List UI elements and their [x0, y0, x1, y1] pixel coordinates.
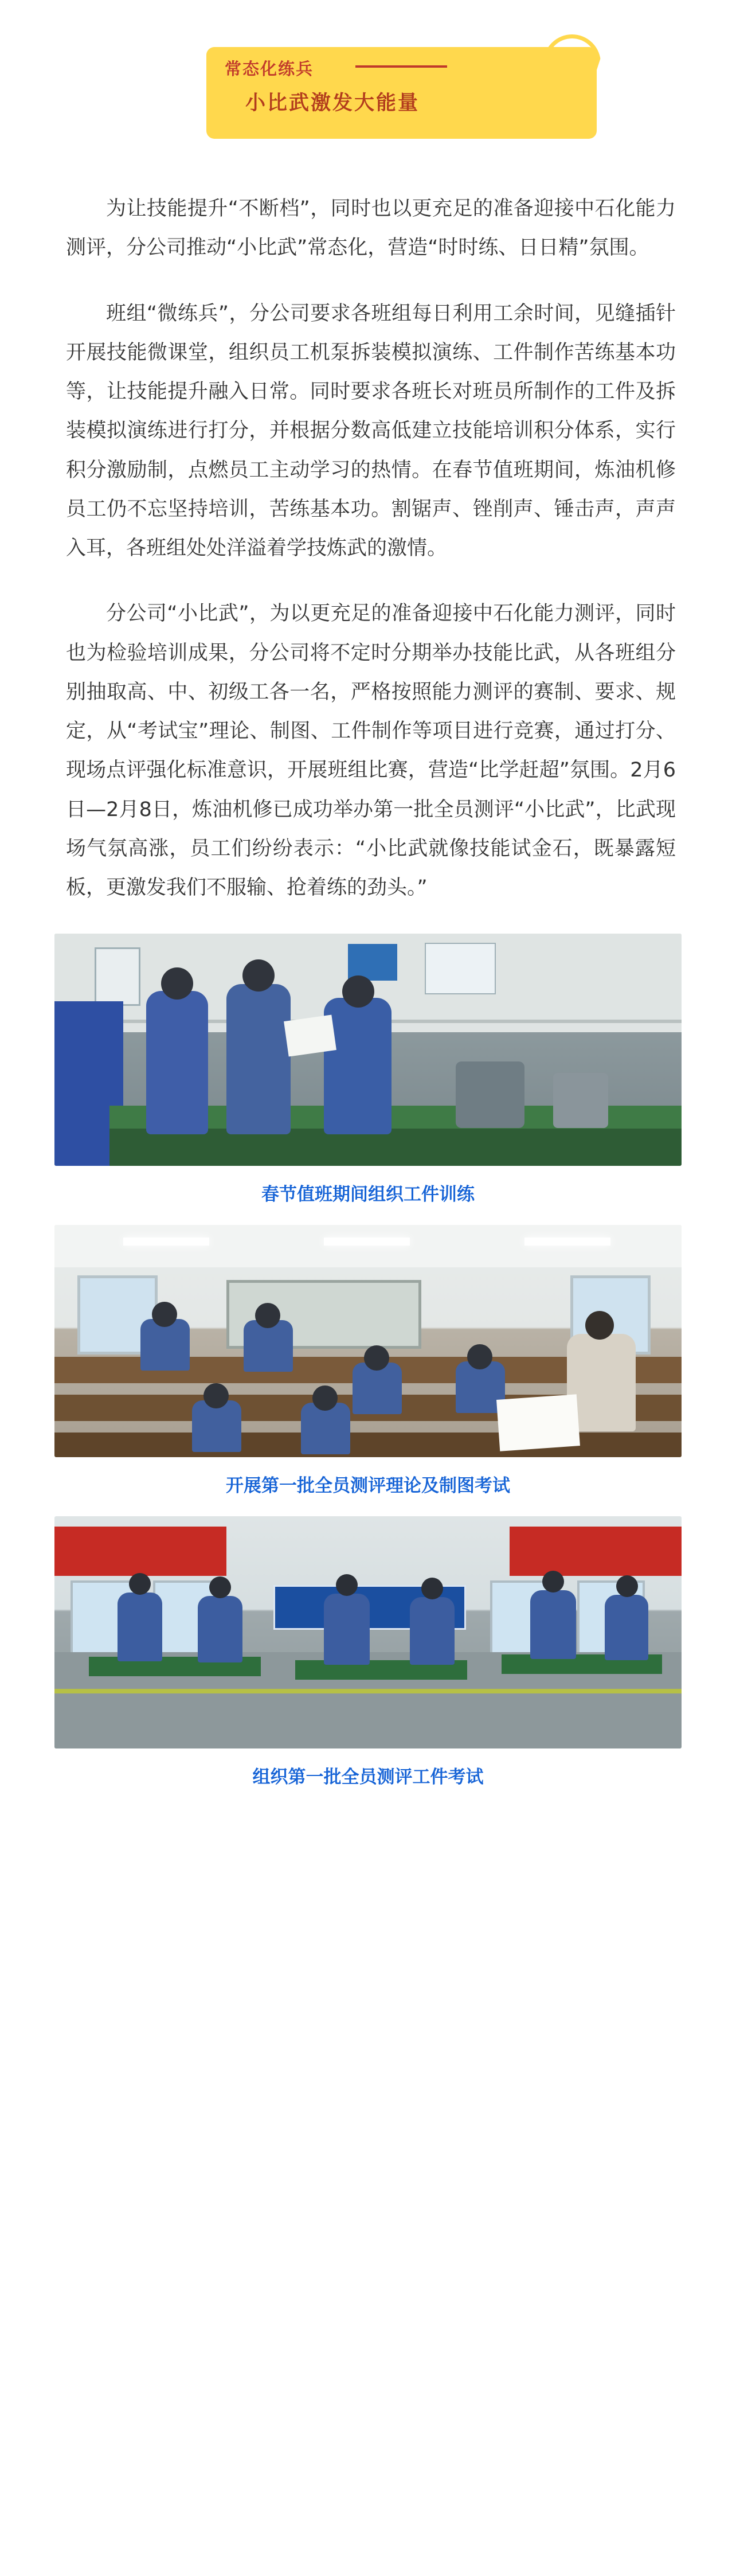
photo1-machine-1	[456, 1061, 524, 1128]
banner-divider-rule	[355, 65, 447, 68]
photo1-poster-white	[425, 943, 496, 994]
photo2-desk-row-3	[54, 1433, 682, 1457]
photo3-head-1	[129, 1573, 151, 1595]
photo2-head-2	[255, 1303, 280, 1328]
figure-1-caption: 春节值班期间组织工件训练	[261, 1184, 475, 1205]
figure-2	[54, 1225, 682, 1497]
banner-title-line2: 小比武激发大能量	[245, 92, 420, 114]
photo3-red-banner-right	[510, 1527, 682, 1576]
paragraph-2: 班组“微练兵”，分公司要求各班组每日利用工余时间，见缝插针开展技能微课堂，组织员工机泵拆装模拟演练、工件制作苦练基本功等，让技能提升融入日常。同时要求各班长对班员所制作的工件及拆装模拟演练进行打分，并根据分数高低建立技能培训积分体系，实行积分激励制，点燃员工主动学习的热情。在春节值班期间，炼油机修员工仍不忘坚持培训，苦练基本功。割锯声、锉削声、锤击声，声声入耳，各班组处处洋溢着学技炼武的激情。	[66, 302, 676, 560]
header-banner	[0, 0, 736, 189]
article-body	[0, 189, 736, 907]
banner-title-line1: 常态化练兵	[225, 60, 314, 79]
photo2-head-1	[152, 1302, 177, 1327]
photo3-person-1	[118, 1593, 162, 1661]
photo3-head-5	[542, 1571, 564, 1593]
photo2-head-5	[203, 1383, 229, 1408]
figure-list	[0, 934, 736, 1830]
photo3-head-6	[616, 1575, 638, 1597]
photo2-lamp-2	[324, 1238, 410, 1246]
photo1-worker-2	[226, 984, 291, 1134]
photo3-head-4	[421, 1578, 443, 1599]
photo3-person-3	[324, 1594, 370, 1665]
paragraph-3: 分公司“小比武”，为以更充足的准备迎接中石化能力测评，同时也为检验培训成果，分公司将不定时分期举办技能比武，从各班组分别抽取高、中、初级工各一名，严格按照能力测评的赛制、要求、规定，从“考试宝”理论、制图、工件制作等项目进行竞赛，通过打分、现场点评强化标准意识，开展班组比赛，营造“比学赶超”氛围。2月6日—2月8日，炼油机修已成功举办第一批全员测评“小比武”，比武现场气氛高涨，员工们纷纷表示：“小比武就像技能试金石，既暴露短板，更激发我们不服输、抢着练的劲头。”	[66, 602, 676, 899]
photo1-worker-3	[324, 998, 392, 1134]
photo1-head-2	[242, 959, 275, 992]
photo1-poster	[95, 947, 140, 1006]
photo2-invigilator-head	[585, 1311, 614, 1340]
photo2-ceiling	[54, 1225, 682, 1267]
photo3-person-2	[198, 1596, 242, 1662]
photo1-head-3	[342, 975, 374, 1008]
photo3-floor-stripe	[54, 1689, 682, 1693]
photo3-head-3	[336, 1574, 358, 1596]
photo1-worker-1	[146, 991, 208, 1134]
paragraph-1: 为让技能提升“不断档”，同时也以更充足的准备迎接中石化能力测评，分公司推动“小比武”常态化，营造“时时练、日日精”氛围。	[66, 197, 676, 260]
figure-1	[54, 934, 682, 1205]
banner-notch-icon	[589, 47, 604, 139]
photo2-head-4	[467, 1344, 492, 1369]
photo2-lamp-1	[123, 1238, 209, 1246]
photo1-paper	[284, 1015, 336, 1057]
figure-2-caption: 开展第一批全员测评理论及制图考试	[226, 1476, 510, 1497]
photo1-machine-2	[553, 1073, 608, 1128]
photo-theory-and-drawing-exam	[54, 1225, 682, 1457]
photo3-person-6	[605, 1595, 648, 1660]
figure-3	[54, 1516, 682, 1788]
photo2-drawing-sheet	[496, 1394, 580, 1451]
figure-3-caption: 组织第一批全员测评工件考试	[252, 1767, 484, 1788]
photo-workpiece-exam	[54, 1516, 682, 1748]
photo-workpiece-training	[54, 934, 682, 1166]
photo3-person-5	[530, 1590, 576, 1659]
photo3-head-2	[209, 1576, 231, 1598]
photo2-head-3	[364, 1345, 389, 1371]
photo3-red-banner-left	[54, 1527, 226, 1576]
banner-inner	[172, 34, 608, 149]
photo1-head-1	[161, 967, 193, 1000]
photo2-lamp-3	[524, 1238, 610, 1246]
photo3-person-4	[410, 1597, 455, 1665]
photo2-head-6	[312, 1385, 338, 1411]
